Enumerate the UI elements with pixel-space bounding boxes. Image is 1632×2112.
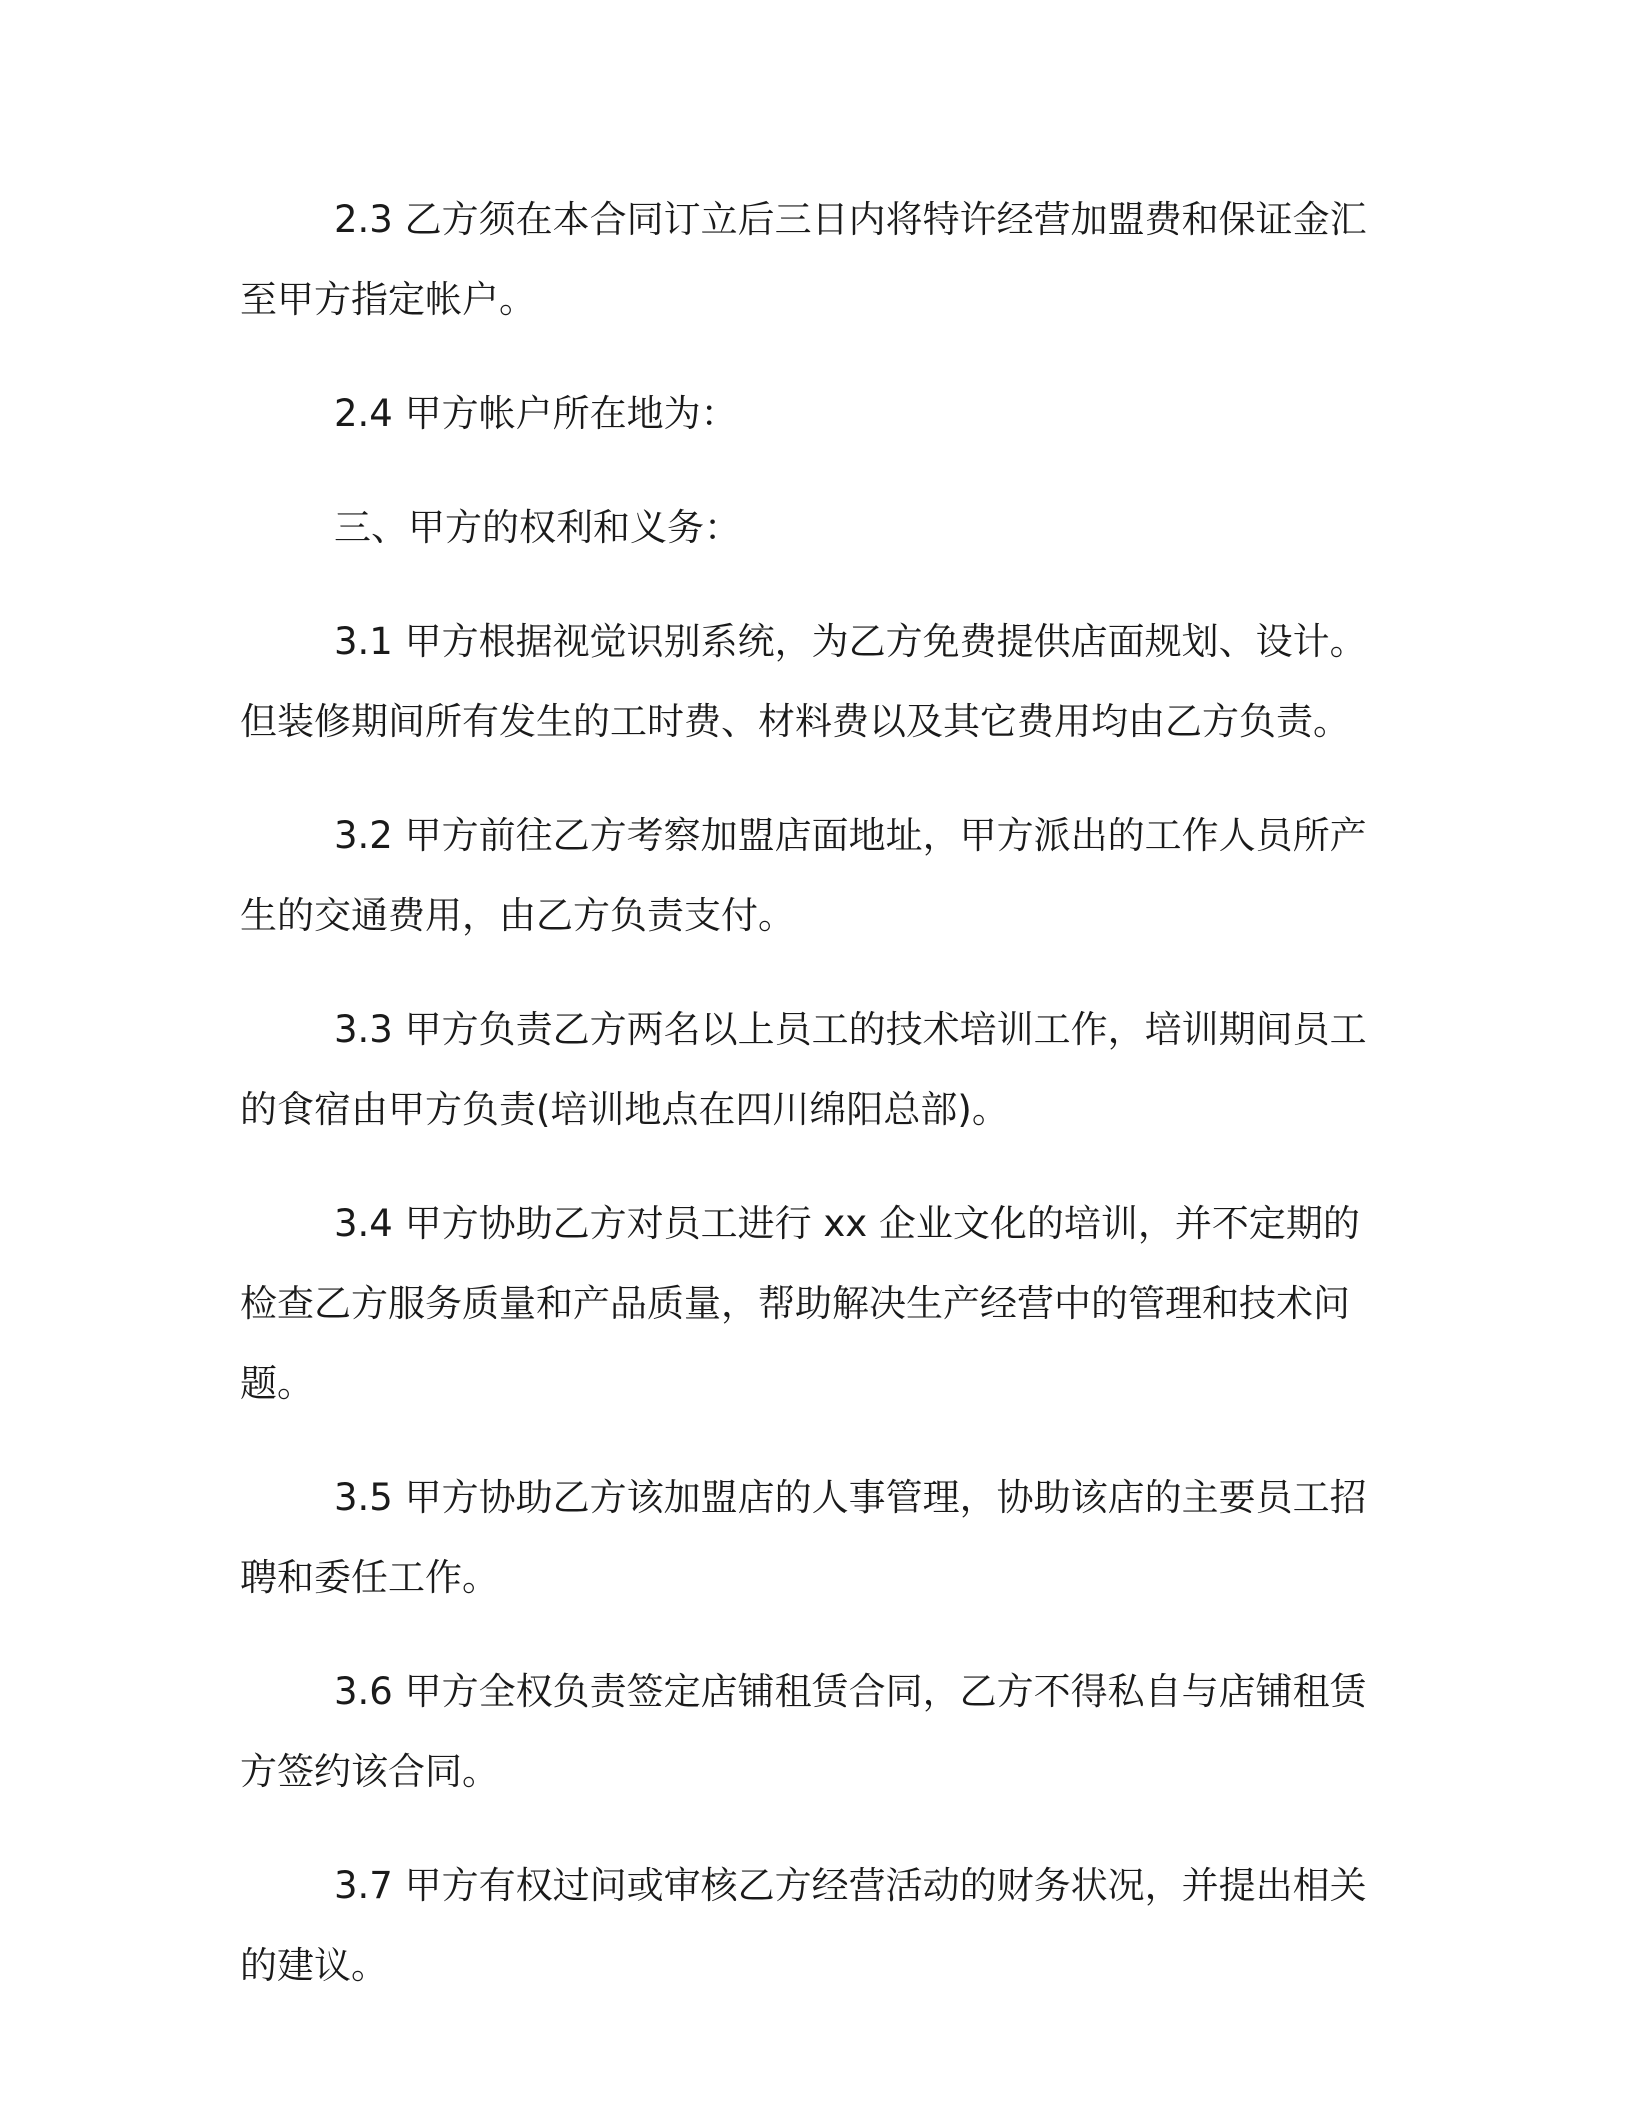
- clause-2-4: 2.4 甲方帐户所在地为：: [334, 392, 738, 435]
- clause-3-4: 3.4 甲方协助乙方对员工进行 xx 企业文化的培训，并不定期的检查乙方服务质量和产品质量，帮助解决生产经营中的管理和技术问题。: [240, 1202, 1360, 1405]
- clause-2-3: 2.3 乙方须在本合同订立后三日内将特许经营加盟费和保证金汇至甲方指定帐户。: [240, 198, 1367, 321]
- clause-3-6: 3.6 甲方全权负责签定店铺租赁合同，乙方不得私自与店铺租赁方签约该合同。: [240, 1670, 1367, 1793]
- clause-3-3: 3.3 甲方负责乙方两名以上员工的技术培训工作，培训期间员工的食宿由甲方负责(培训地点在四川绵阳总部)。: [240, 1008, 1367, 1131]
- clause-3-2: 3.2 甲方前往乙方考察加盟店面地址，甲方派出的工作人员所产生的交通费用，由乙方负责支付。: [240, 814, 1367, 937]
- section-heading-3: 三、甲方的权利和义务：: [334, 506, 741, 549]
- clause-3-7: 3.7 甲方有权过问或审核乙方经营活动的财务状况，并提出相关的建议。: [240, 1864, 1367, 1987]
- document-body: [240, 180, 1392, 2040]
- clause-3-5: 3.5 甲方协助乙方该加盟店的人事管理，协助该店的主要员工招聘和委任工作。: [240, 1476, 1367, 1599]
- clause-3-1: 3.1 甲方根据视觉识别系统，为乙方免费提供店面规划、设计。但装修期间所有发生的工时费、材料费以及其它费用均由乙方负责。: [240, 620, 1367, 743]
